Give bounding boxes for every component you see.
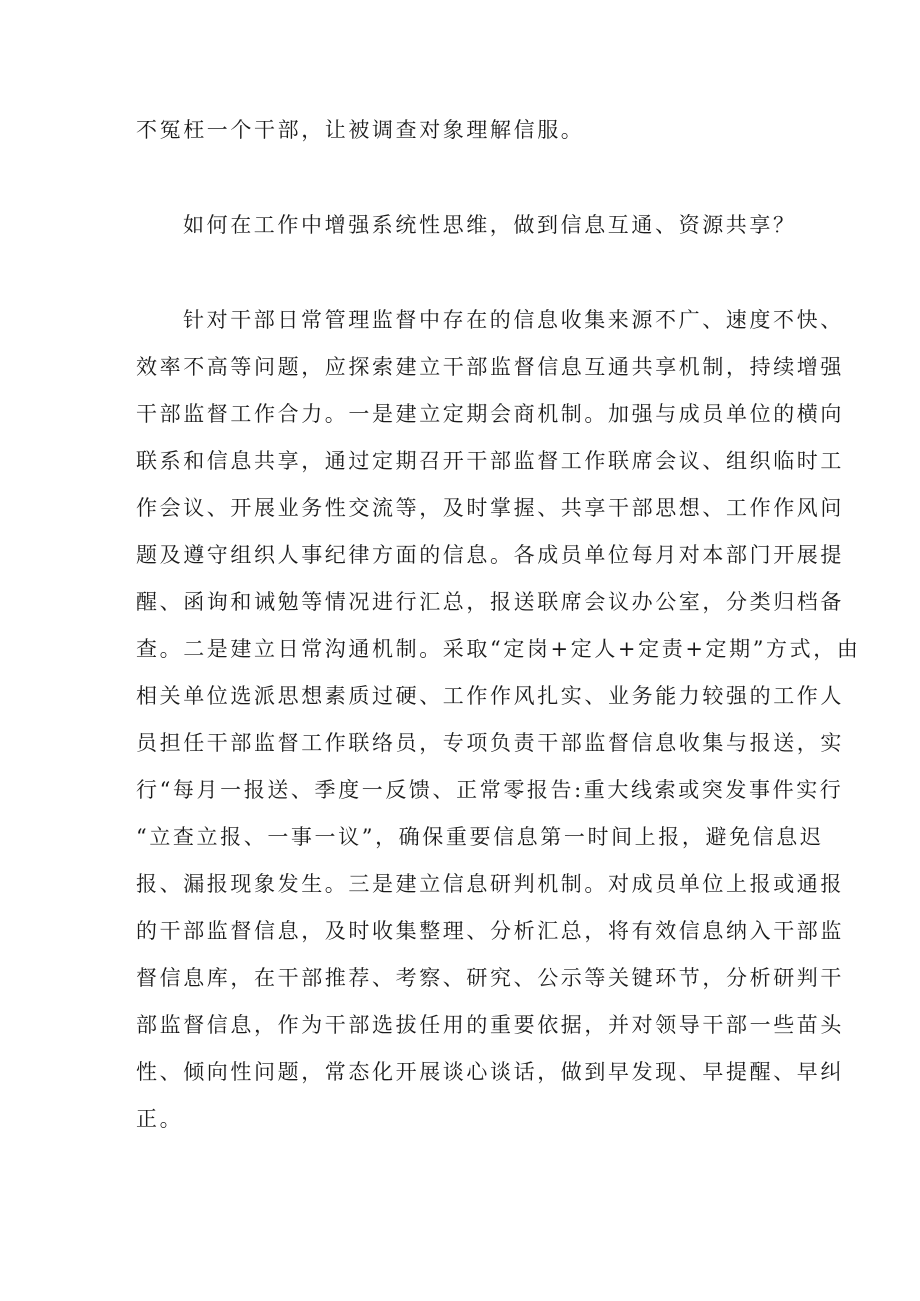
answer-line: 部监督信息，作为干部选拔任用的重要依据，并对领导干部一些苗头 <box>136 1013 844 1037</box>
answer-line: 针对干部日常管理监督中存在的信息收集来源不广、速度不快、 <box>183 308 844 332</box>
answer-line: 行“每月一报送、季度一反馈、正常零报告:重大线索或突发事件实行 <box>136 778 844 802</box>
question-heading: 如何在工作中增强系统性思维，做到信息互通、资源共享？ <box>183 213 797 237</box>
answer-line: 效率不高等问题，应探索建立干部监督信息互通共享机制，持续增强 <box>136 355 844 379</box>
answer-line: 作会议、开展业务性交流等，及时掌握、共享干部思想、工作作风问 <box>136 496 844 520</box>
answer-line: 联系和信息共享，通过定期召开干部监督工作联席会议、组织临时工 <box>136 449 844 473</box>
answer-line: 员担任干部监督工作联络员，专项负责干部监督信息收集与报送，实 <box>136 731 844 755</box>
answer-line: 相关单位选派思想素质过硬、工作作风扎实、业务能力较强的工作人 <box>136 684 844 708</box>
continuation-line: 不冤枉一个干部，让被调查对象理解信服。 <box>136 118 585 142</box>
answer-line: 性、倾向性问题，常态化开展谈心谈话，做到早发现、早提醒、早纠 <box>136 1060 844 1084</box>
answer-line: “立查立报、一事一议”，确保重要信息第一时间上报，避免信息迟 <box>136 825 824 849</box>
answer-line: 醒、函询和诫勉等情况进行汇总，报送联席会议办公室，分类归档备 <box>136 590 844 614</box>
answer-line: 干部监督工作合力。一是建立定期会商机制。加强与成员单位的横向 <box>136 402 844 426</box>
answer-line: 报、漏报现象发生。三是建立信息研判机制。对成员单位上报或通报 <box>136 872 844 896</box>
answer-line: 查。二是建立日常沟通机制。采取“定岗+定人+定责+定期”方式，由 <box>136 637 861 661</box>
answer-line: 题及遵守组织人事纪律方面的信息。各成员单位每月对本部门开展提 <box>136 543 844 567</box>
answer-line: 督信息库，在干部推荐、考察、研究、公示等关键环节，分析研判干 <box>136 966 844 990</box>
answer-line: 的干部监督信息，及时收集整理、分析汇总，将有效信息纳入干部监 <box>136 919 844 943</box>
answer-line: 正。 <box>136 1107 184 1131</box>
